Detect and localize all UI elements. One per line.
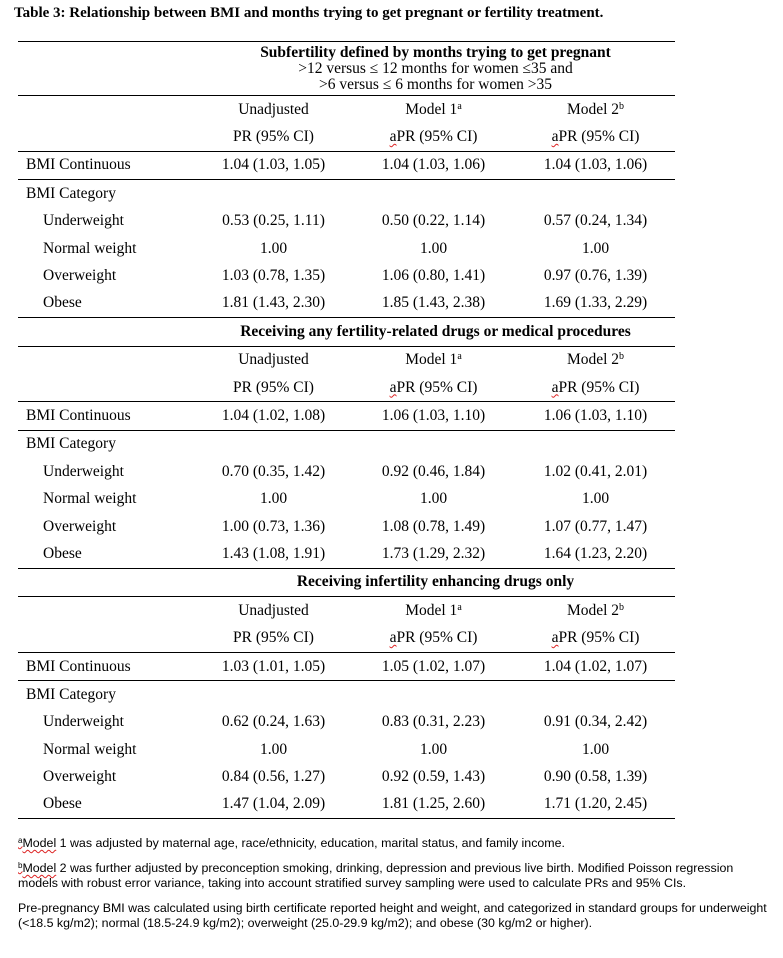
row-label: Obese	[18, 290, 196, 318]
column-header: Model 1$^a$	[405, 601, 462, 619]
table-cell: 1.05 (1.02, 1.07)	[351, 652, 516, 680]
column-header-row	[18, 96, 675, 124]
table-cell: 0.97 (0.76, 1.39)	[543, 267, 648, 285]
section-title: Receiving infertility enhancing drugs only	[196, 568, 675, 596]
column-header: Unadjusted	[238, 351, 309, 369]
column-subheader: aPR (95% CI)	[351, 624, 516, 652]
section-heading-row	[18, 42, 675, 96]
column-header: Model 2$^b$	[566, 601, 625, 619]
table-cell: 0.57 (0.24, 1.34)	[543, 212, 648, 230]
table-cell: 1.00	[419, 740, 448, 758]
table-cell: 0.50 (0.22, 1.14)	[381, 212, 486, 230]
column-subheader: aPR (95% CI)	[351, 123, 516, 151]
table-row	[18, 513, 675, 540]
footnote-a: $^a$Model 1 was adjusted by maternal age, race/ethnicity, education, marital status, and family income.	[18, 836, 565, 850]
table-cell: 1.69 (1.33, 2.29)	[516, 290, 675, 318]
table-cell: 1.47 (1.04, 2.09)	[196, 791, 351, 819]
table-cell: 1.06 (1.03, 1.10)	[516, 402, 675, 430]
table-cell: 1.04 (1.03, 1.06)	[351, 151, 516, 179]
row-label: Overweight	[43, 267, 117, 285]
table-cell: 1.00	[259, 239, 288, 257]
table-cell: 1.00	[259, 490, 288, 508]
table-row	[18, 458, 675, 485]
row-label: Normal weight	[43, 239, 137, 257]
column-subheader: aPR (95% CI)	[516, 624, 675, 652]
section-heading-row	[18, 568, 675, 596]
row-label: Underweight	[43, 713, 124, 731]
row-label: Obese	[18, 540, 196, 568]
table-row	[18, 540, 675, 568]
column-header: Model 2$^b$	[566, 351, 625, 369]
table-row	[18, 681, 675, 709]
column-subheader-row	[18, 624, 675, 652]
table-cell: 0.91 (0.34, 2.42)	[543, 713, 648, 731]
table-cell: 1.00	[419, 239, 448, 257]
column-header: Unadjusted	[238, 601, 309, 619]
bmi-note: Pre-pregnancy BMI was calculated using birth certificate reported height and weight, and categorized in standard groups for underweight (<18.5 kg/m2); normal (18.5-24.9 kg/m2); overweight (25.0-29.9 kg/m2); and obese (30 kg/m2 or higher).	[18, 901, 767, 930]
section-heading	[196, 42, 675, 96]
row-label: Underweight	[43, 212, 124, 230]
table-cell: 1.03 (1.01, 1.05)	[196, 652, 351, 680]
table-cell: 1.85 (1.43, 2.38)	[351, 290, 516, 318]
table-cell: 1.04 (1.03, 1.05)	[196, 151, 351, 179]
table-cell: 1.00 (0.73, 1.36)	[221, 517, 326, 535]
table-row	[18, 180, 675, 208]
section-subtitle-line: >12 versus ≤ 12 months for women ≤35 and	[298, 60, 573, 77]
row-label: BMI Continuous	[18, 151, 196, 179]
table-row	[18, 290, 675, 318]
column-header-row	[18, 346, 675, 374]
row-label: BMI Category	[26, 685, 116, 703]
table-row	[18, 652, 675, 680]
table-cell: 1.07 (0.77, 1.47)	[543, 517, 648, 535]
column-subheader: PR (95% CI)	[196, 374, 351, 402]
column-subheader: PR (95% CI)	[196, 123, 351, 151]
table-row	[18, 736, 675, 763]
footnotes	[18, 836, 768, 941]
row-label: Underweight	[43, 462, 124, 480]
table-cell: 0.70 (0.35, 1.42)	[221, 462, 326, 480]
table-row	[18, 763, 675, 790]
column-subheader: aPR (95% CI)	[351, 374, 516, 402]
table-cell: 1.02 (0.41, 2.01)	[543, 462, 648, 480]
table-cell: 0.84 (0.56, 1.27)	[221, 768, 326, 786]
table-cell: 1.00	[419, 490, 448, 508]
row-label: BMI Category	[26, 184, 116, 202]
table-cell: 1.71 (1.20, 2.45)	[516, 791, 675, 819]
table-cell: 1.08 (0.78, 1.49)	[381, 517, 486, 535]
row-label: Normal weight	[43, 740, 137, 758]
row-label: BMI Continuous	[18, 652, 196, 680]
section-title: Receiving any fertility-related drugs or medical procedures	[196, 318, 675, 346]
table-cell: 1.06 (0.80, 1.41)	[381, 267, 486, 285]
row-label: Overweight	[43, 517, 117, 535]
column-subheader-row	[18, 374, 675, 402]
section-heading-row	[18, 318, 675, 346]
table-row	[18, 151, 675, 179]
column-header-row	[18, 597, 675, 625]
section-title: Subfertility defined by months trying to get pregnant	[260, 44, 611, 61]
table-row	[18, 208, 675, 235]
column-subheader-row	[18, 123, 675, 151]
table-cell: 0.62 (0.24, 1.63)	[221, 713, 326, 731]
table-cell: 1.04 (1.02, 1.07)	[516, 652, 675, 680]
table-cell: 0.92 (0.46, 1.84)	[381, 462, 486, 480]
table-title: Table 3: Relationship between BMI and months trying to get pregnant or fertility treatment.	[14, 5, 604, 21]
row-label: BMI Continuous	[18, 402, 196, 430]
table-cell: 1.06 (1.03, 1.10)	[351, 402, 516, 430]
table-row	[18, 402, 675, 430]
table-row	[18, 791, 675, 819]
column-header: Model 1$^a$	[405, 100, 462, 118]
row-label: Obese	[18, 791, 196, 819]
column-header: Unadjusted	[238, 100, 309, 118]
table-cell: 1.04 (1.03, 1.06)	[516, 151, 675, 179]
table-cell: 1.64 (1.23, 2.20)	[516, 540, 675, 568]
footnote-b: $^b$Model 2 was further adjusted by preconception smoking, drinking, depression and previous live birth. Modified Poisson regression models with robust error variance, taking into account stratified survey sampling were used to calculate PRs and 95% CIs.	[18, 861, 734, 890]
table-row	[18, 709, 675, 736]
column-subheader: PR (95% CI)	[196, 624, 351, 652]
table-cell: 1.00	[259, 740, 288, 758]
table-row	[18, 262, 675, 289]
table-cell: 1.43 (1.08, 1.91)	[196, 540, 351, 568]
column-subheader: aPR (95% CI)	[516, 123, 675, 151]
table-cell: 1.81 (1.43, 2.30)	[196, 290, 351, 318]
table-cell: 1.00	[581, 740, 610, 758]
table-row	[18, 235, 675, 262]
table-cell: 0.90 (0.58, 1.39)	[543, 768, 648, 786]
table-cell: 1.73 (1.29, 2.32)	[351, 540, 516, 568]
table-cell: 0.53 (0.25, 1.11)	[222, 212, 325, 230]
table-cell: 1.00	[581, 239, 610, 257]
table-cell: 0.83 (0.31, 2.23)	[381, 713, 486, 731]
table-row	[18, 430, 675, 458]
row-label: Overweight	[43, 768, 117, 786]
table-row	[18, 485, 675, 512]
results-table	[18, 41, 675, 819]
section-subtitle-line: >6 versus ≤ 6 months for women >35	[318, 76, 553, 93]
row-label: Normal weight	[43, 490, 137, 508]
table-cell: 1.04 (1.02, 1.08)	[196, 402, 351, 430]
table-cell: 1.00	[581, 490, 610, 508]
column-header: Model 1$^a$	[405, 351, 462, 369]
row-label: BMI Category	[26, 435, 116, 453]
table-cell: 0.92 (0.59, 1.43)	[381, 768, 486, 786]
column-header: Model 2$^b$	[566, 100, 625, 118]
table-cell: 1.81 (1.25, 2.60)	[351, 791, 516, 819]
column-subheader: aPR (95% CI)	[516, 374, 675, 402]
table-cell: 1.03 (0.78, 1.35)	[221, 267, 326, 285]
